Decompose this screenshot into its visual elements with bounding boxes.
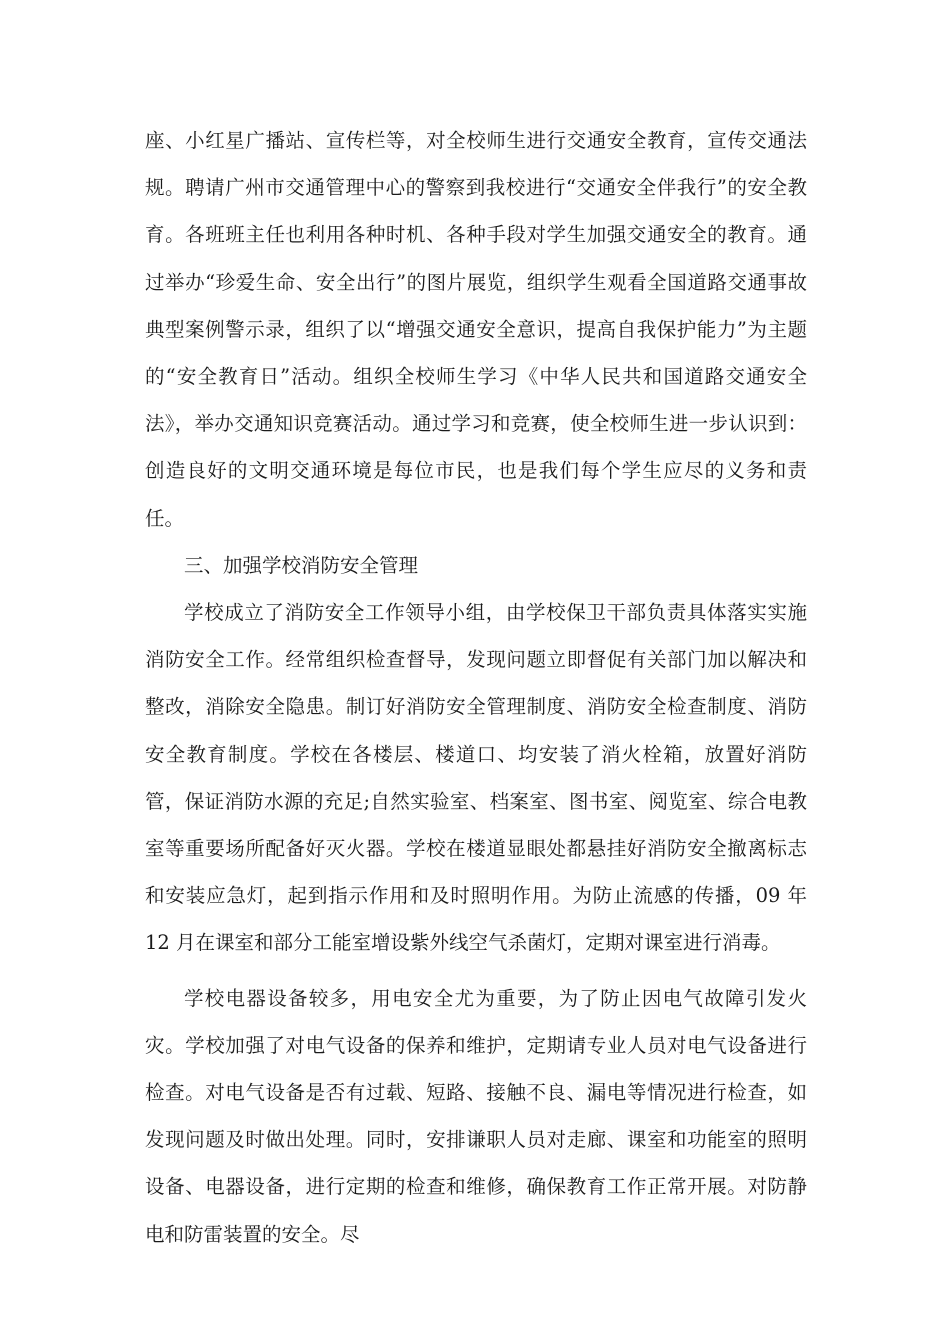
paragraph-traffic-safety: 座、小红星广播站、宣传栏等，对全校师生进行交通安全教育，宣传交通法规。聘请广州市交通管理中心的警察到我校进行“交通安全伴我行”的安全教育。各班班主任也利用各种时机、各种手段对学生加强交通安全的教育。通过举办“珍爱生命、安全出行”的图片展览，组织学生观看全国道路交通事故典型案例警示录，组织了以“增强交通安全意识，提高自我保护能力”为主题的“安全教育日”活动。组织全校师生学习《中华人民共和国道路交通安全法》，举办交通知识竞赛活动。通过学习和竞赛，使全校师生进一步认识到：创造良好的文明交通环境是每位市民，也是我们每个学生应尽的义务和责任。 xyxy=(145,129,807,530)
paragraph-electrical-safety: 学校电器设备较多，用电安全尤为重要，为了防止因电气故障引发火灾。学校加强了对电气设备的保养和维护，定期请专业人员对电气设备进行检查。对电气设备是否有过载、短路、接触不良、漏电等情况进行检查，如发现问题及时做出处理。同时，安排谦职人员对走廊、课室和功能室的照明设备、电器设备，进行定期的检查和维修，确保教育工作正常开展。对防静电和防雷装置的安全。尽 xyxy=(145,986,807,1246)
paragraph-fire-safety: 学校成立了消防安全工作领导小组，由学校保卫干部负责具体落实实施消防安全工作。经常组织检查督导，发现问题立即督促有关部门加以解决和整改，消除安全隐患。制订好消防安全管理制度、消防安全检查制度、消防安全教育制度。学校在各楼层、楼道口、均安装了消火栓箱，放置好消防管，保证消防水源的充足;自然实验室、档案室、图书室、阅览室、综合电教室等重要场所配备好灭火器。学校在楼道显眼处都悬挂好消防安全撤离标志和安装应急灯，起到指示作用和及时照明作用。为防止流感的传播，09 年 12 月在课室和部分工能室增设紫外线空气杀菌灯，定期对课室进行消毒。 xyxy=(145,601,807,955)
section-heading-fire-safety: 三、加强学校消防安全管理 xyxy=(184,553,419,577)
document-body xyxy=(145,117,807,1258)
